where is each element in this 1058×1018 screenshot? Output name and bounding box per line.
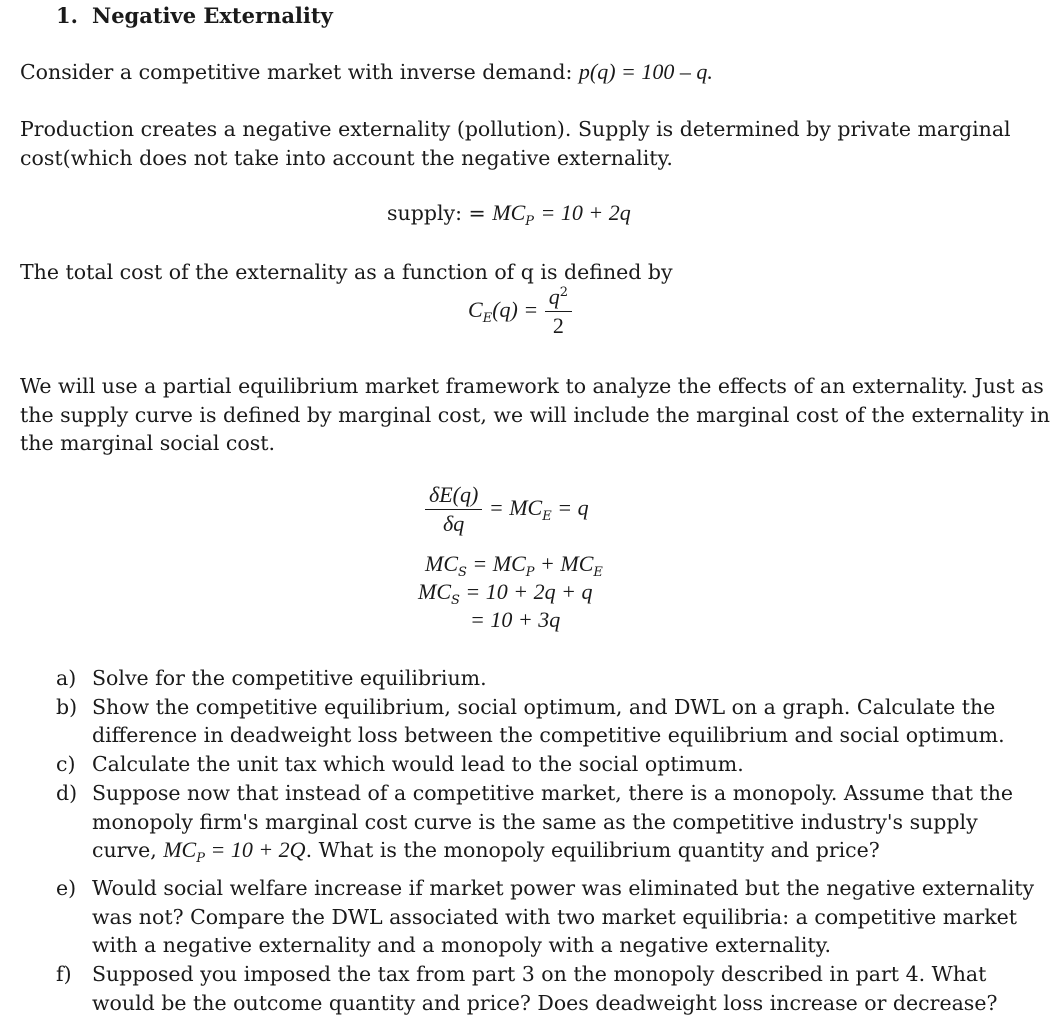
eq2-mid-sub: P	[525, 565, 535, 581]
question-label: b)	[56, 694, 78, 719]
supply-equation	[387, 200, 631, 229]
question-d-math-sub: P	[196, 851, 205, 867]
question-text: Would social welfare increase if market power was eliminated but the negative externality was not? Compare the DWL associated with two market equilibria: a competitive market with a negative externality and a monopoly with a negative externality.	[92, 876, 1035, 958]
derivation-eq-4	[470, 607, 560, 633]
question-d	[56, 779, 1046, 874]
derivation-eq-3	[418, 579, 592, 608]
question-label: e)	[56, 876, 77, 901]
demand-equation: p(q) = 100 – q.	[578, 59, 713, 84]
production-paragraph	[20, 115, 1011, 172]
ce-num-sup: 2	[559, 285, 568, 301]
question-a	[56, 664, 1046, 693]
section-number: 1.	[56, 3, 78, 28]
derivation-frac-num: δE(q)	[425, 482, 482, 510]
framework-line-3: the marginal social cost.	[20, 431, 276, 455]
question-f	[56, 960, 1046, 1017]
question-b	[56, 693, 1046, 750]
question-c	[56, 750, 1046, 779]
question-d-text-after: . What is the monopoly equilibrium quantity and price?	[305, 838, 880, 863]
framework-line-2: the supply curve is defined by marginal cost, we will include the marginal cost of the externality in	[20, 402, 1050, 427]
eq4: = 10 + 3q	[470, 607, 561, 632]
question-text	[92, 779, 1046, 874]
section-title	[56, 3, 333, 28]
eq3-rhs: = 10 + 2q + q	[459, 579, 593, 604]
eq2-plus: + MC	[534, 551, 594, 576]
externality-cost-equation	[468, 284, 572, 339]
question-e	[56, 874, 1046, 960]
eq2-lhs: MC	[425, 551, 458, 576]
question-label: f)	[56, 962, 72, 987]
question-d-math-rest: = 10 + 2Q	[204, 837, 306, 863]
question-text: Show the competitive equilibrium, social optimum, and DWL on a graph. Calculate the difference in deadweight loss between the competitive equilibrium and social optimum.	[92, 694, 1005, 748]
ce-arg: (q) =	[492, 297, 539, 322]
question-list	[56, 664, 1046, 1018]
ce-sub: E	[482, 311, 493, 327]
supply-mc: MC	[492, 200, 526, 225]
derivation-eq-2	[425, 551, 603, 580]
eq2-lhs-sub: S	[458, 565, 467, 581]
derivation-eq1-sub: E	[542, 509, 552, 525]
eq2-end-sub: E	[593, 565, 603, 581]
eq3-lhs: MC	[418, 579, 451, 604]
framework-line-1: We will use a partial equilibrium market framework to analyze the effects of an externality. Just as	[20, 374, 1044, 398]
externality-cost-text: The total cost of the externality as a function of q is defined by	[20, 260, 673, 284]
derivation-fraction	[425, 482, 482, 537]
derivation-frac-den: δq	[443, 511, 465, 536]
supply-mc-sub: P	[525, 214, 534, 230]
framework-paragraph	[20, 372, 1050, 458]
eq3-lhs-sub: S	[451, 593, 460, 609]
derivation-eq-1	[425, 482, 589, 537]
derivation-eq1-rhs: = MC	[488, 495, 543, 520]
question-label: c)	[56, 752, 76, 777]
ce-lhs: C	[468, 297, 483, 322]
production-line-2: cost(which does not take into account the negative externality.	[20, 145, 673, 170]
question-text: Calculate the unit tax which would lead to the social optimum.	[92, 752, 744, 777]
question-d-math: MC	[163, 837, 197, 863]
ce-num: q	[548, 284, 560, 309]
derivation-eq1-post: = q	[551, 495, 589, 520]
question-d-text-before: Suppose now that instead of a competitive market, there is a monopoly. Assume that the monopoly firm's marginal cost curve is the same as the competitive industry's supply curve,	[92, 780, 1014, 863]
eq2-mid: = MC	[466, 551, 526, 576]
intro-paragraph	[20, 58, 713, 87]
question-label: d)	[56, 780, 78, 805]
ce-den: 2	[552, 313, 564, 338]
supply-rhs: = 10 + 2q	[540, 200, 631, 225]
intro-text: Consider a competitive market with inverse demand:	[20, 60, 573, 84]
section-title-text: Negative Externality	[92, 3, 333, 28]
question-text: Solve for the competitive equilibrium.	[92, 666, 487, 690]
supply-label: supply: =	[387, 201, 486, 225]
production-line-1: Production creates a negative externality (pollution). Supply is determined by private marginal	[20, 117, 1011, 141]
question-label: a)	[56, 666, 77, 690]
question-text: Supposed you imposed the tax from part 3 on the monopoly described in part 4. What would be the outcome quantity and price? Does deadweight loss increase or decrease?	[92, 962, 998, 1015]
ce-fraction	[545, 284, 572, 339]
